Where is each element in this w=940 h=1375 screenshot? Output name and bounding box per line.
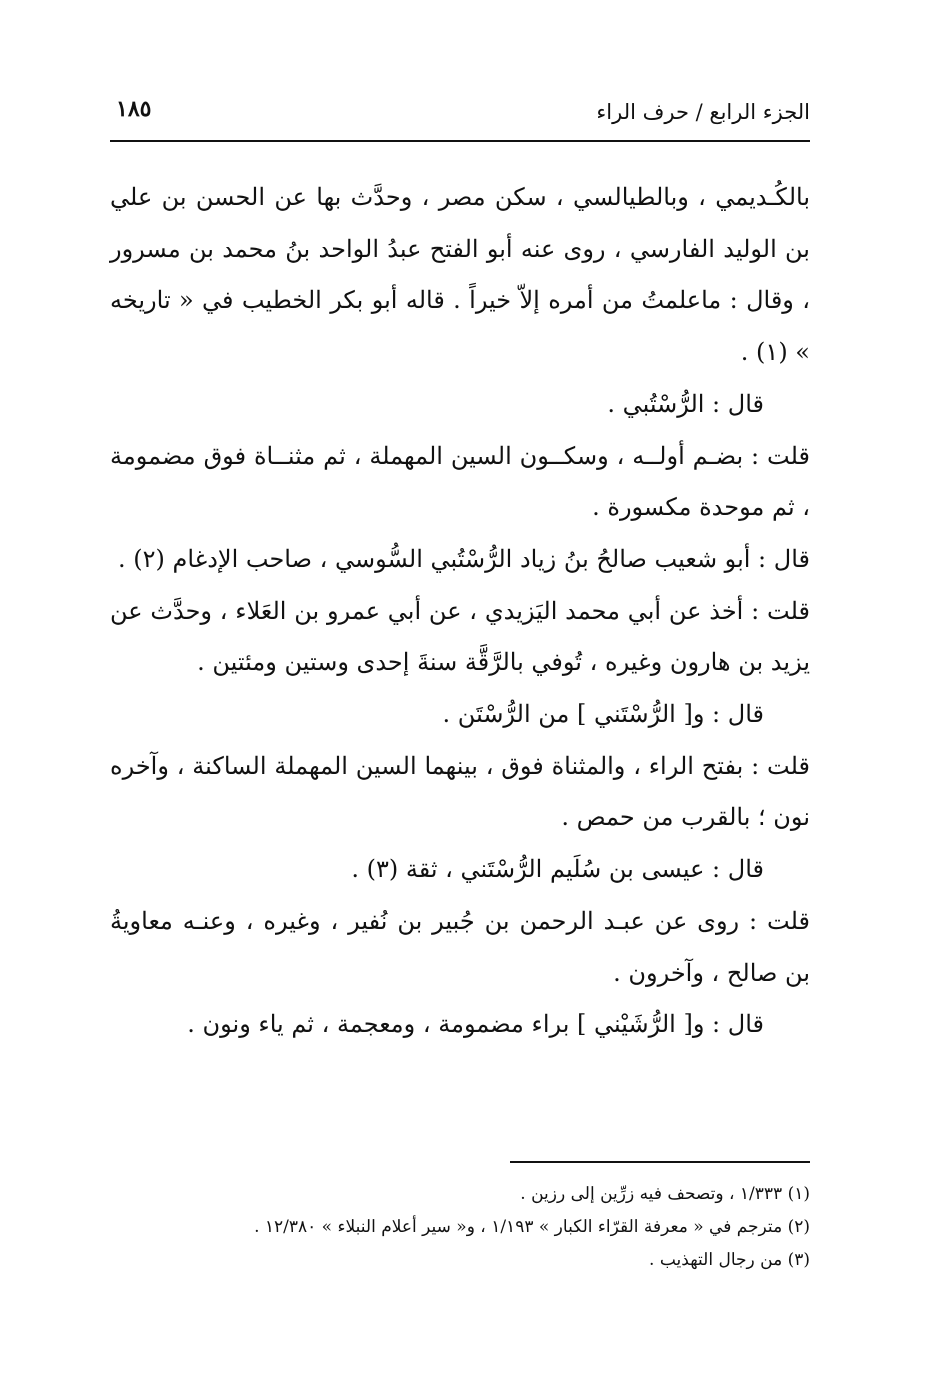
paragraph: قلت : بفتح الراء ، والمثناة فوق ، بينهما السين المهملة الساكنة ، وآخره نون ؛ بالقرب من حمص . bbox=[110, 751, 810, 832]
footnotes bbox=[110, 1178, 810, 1277]
footnote: (١) ١/٣٣٣ ، وتصحف فيه زرِّين إلى رزين . bbox=[520, 1184, 810, 1204]
paragraph: قال : الرُّسْتُبي . bbox=[607, 389, 764, 418]
paragraph: قال : عيسى بن سُلَيم الرُّسْتَني ، ثقة (٣) . bbox=[351, 855, 764, 884]
footnote: (٣) من رجال التهذيب . bbox=[649, 1250, 810, 1270]
footnote-rule bbox=[510, 1161, 810, 1163]
header-rule bbox=[110, 140, 810, 142]
paragraph: قال : و[ الرُّشَيْني ] براء مضمومة ، ومعجمة ، ثم ياء ونون . bbox=[187, 1010, 764, 1039]
paragraph: قلت : بضـم أولــه ، وسكــون السين المهملة ، ثم مثنــاة فوق مضمومة ، ثم موحدة مكسورة . bbox=[110, 441, 810, 522]
running-title: الجزء الرابع / حرف الراء bbox=[596, 100, 810, 124]
running-header bbox=[110, 92, 810, 132]
paragraph: قلت : أخذ عن أبي محمد اليَزيدي ، عن أبي عمرو بن العَلاء ، وحدَّث عن يزيد بن هارون وغيره ، تُوفي بالرَّقَّة سنةَ إحدى وستين ومئتين . bbox=[110, 596, 810, 677]
main-text bbox=[110, 172, 810, 1051]
footnote: (٢) مترجم في « معرفة القرّاء الكبار » ١/١٩٣ ، و« سير أعلام النبلاء » ١٢/٣٨٠ . bbox=[254, 1217, 810, 1237]
paragraph: قال : و[ الرُّسْتَني ] من الرُّسْتَن . bbox=[442, 700, 764, 729]
page-number: ١٨٥ bbox=[116, 96, 152, 122]
paragraph: قال : أبو شعيب صالحُ بنُ زياد الرُّسْتُبي السُّوسي ، صاحب الإدغام (٢) . bbox=[117, 544, 810, 573]
paragraph: بالكُـديمي ، وبالطيالسي ، سكن مصر ، وحدَّث بها عن الحسن بن علي بن الوليد الفارسي ، روى عنه أبو الفتح عبدُ الواحد بنُ محمد بن مسرور ، وقال : ماعلمتُ من أمره إلاّ خيراً . قاله أبو بكر الخطيب في « تاريخه » (١) . bbox=[110, 183, 810, 367]
paragraph: قلت : روى عن عبـد الرحمن بن جُبير بن نُفير ، وغيره ، وعنـه معاويةُ بن صالح ، وآخرون . bbox=[110, 906, 810, 987]
